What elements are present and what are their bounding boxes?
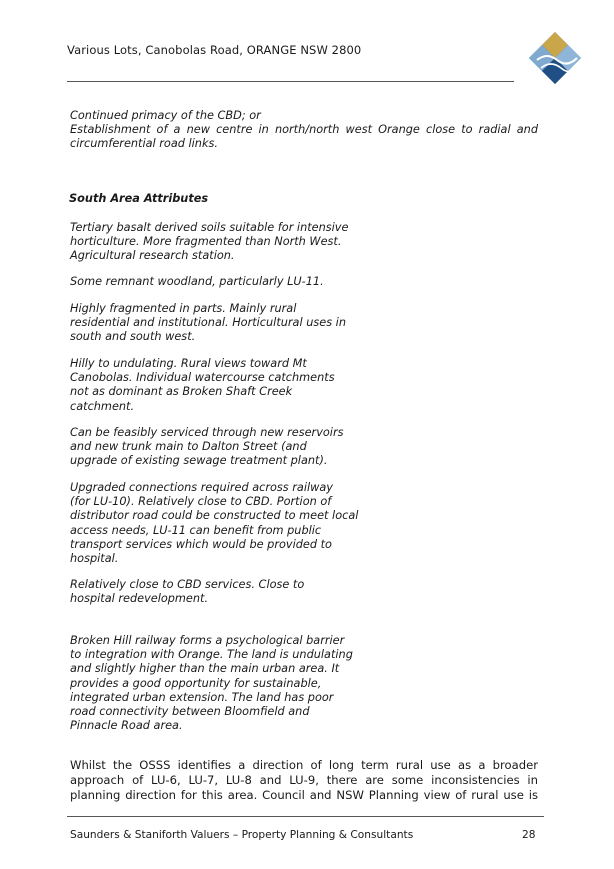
attribute-line: south and south west. xyxy=(70,330,196,344)
attribute-line: access needs, LU-11 can benefit from public xyxy=(70,523,322,537)
header-rule xyxy=(67,81,514,82)
attribute-line: not as dominant as Broken Shaft Creek xyxy=(70,385,293,399)
attribute-line: Relatively close to CBD services. Close to xyxy=(70,578,305,591)
intro-line: Continued primacy of the CBD; or xyxy=(70,109,261,122)
section-heading: South Area Attributes xyxy=(69,192,209,205)
attribute-line: provides a good opportunity for sustainable, xyxy=(70,676,322,690)
attribute-topography xyxy=(70,357,335,414)
intro-line: Establishment of a new centre in north/north west Orange close to radial and xyxy=(70,123,538,137)
attribute-line: residential and institutional. Horticultural uses in xyxy=(70,316,346,330)
attribute-line: and slightly higher than the main urban area. It xyxy=(70,662,340,676)
document-header-title: Various Lots, Canobolas Road, ORANGE NSW 2800 xyxy=(67,43,362,57)
attribute-integration xyxy=(70,634,353,733)
attribute-line: Canobolas. Individual watercourse catchments xyxy=(70,371,335,385)
attribute-line: and new trunk main to Dalton Street (and xyxy=(70,440,307,454)
attribute-line: road connectivity between Bloomfield and xyxy=(70,705,310,719)
attribute-line: hospital. xyxy=(70,552,119,566)
closing-line: planning direction for this area. Council and NSW Planning view of rural use is xyxy=(70,788,538,802)
attribute-line: (for LU-10). Relatively close to CBD. Portion of xyxy=(70,495,332,509)
closing-line: Whilst the OSSS identifies a direction of long term rural use as a broader xyxy=(70,758,538,772)
attribute-line: catchment. xyxy=(70,399,135,413)
attribute-line: horticulture. More fragmented than North West. xyxy=(70,235,342,249)
attribute-line: hospital redevelopment. xyxy=(70,592,209,606)
attribute-line: Can be feasibly serviced through new reservoirs xyxy=(70,426,344,439)
attribute-servicing xyxy=(70,426,343,469)
closing-line: approach of LU-6, LU-7, LU-8 and LU-9, there are some inconsistencies in xyxy=(70,773,538,787)
attribute-access xyxy=(70,481,358,566)
company-diamond-logo-icon xyxy=(527,30,583,86)
attribute-line: Agricultural research station. xyxy=(70,249,235,263)
footer-rule xyxy=(67,816,544,817)
attribute-line: Pinnacle Road area. xyxy=(70,719,183,733)
attribute-line: Highly fragmented in parts. Mainly rural xyxy=(70,302,297,315)
attribute-line: to integration with Orange. The land is undulating xyxy=(70,648,353,662)
attribute-line: upgrade of existing sewage treatment plant). xyxy=(70,454,328,468)
intro-options xyxy=(70,109,538,152)
attribute-line: Hilly to undulating. Rural views toward Mt xyxy=(70,357,307,370)
footer-company-name: Saunders & Staniforth Valuers – Property Planning & Consultants xyxy=(70,829,414,841)
attribute-soils xyxy=(70,221,348,264)
attribute-land-use xyxy=(70,302,346,345)
attribute-line: distributor road could be constructed to meet local xyxy=(70,509,359,523)
attribute-line: transport services which would be provided to xyxy=(70,537,332,551)
page-number: 28 xyxy=(522,829,536,841)
intro-line: circumferential road links. xyxy=(70,137,218,151)
attribute-services-proximity xyxy=(70,578,304,606)
attribute-line: Some remnant woodland, particularly LU-11. xyxy=(70,275,324,288)
attribute-line: integrated urban extension. The land has poor xyxy=(70,690,334,704)
attribute-line: Broken Hill railway forms a psychological barrier xyxy=(70,634,345,647)
closing-paragraph xyxy=(70,758,538,803)
attribute-vegetation xyxy=(70,275,324,289)
attribute-line: Tertiary basalt derived soils suitable for intensive xyxy=(70,221,349,234)
attribute-line: Upgraded connections required across railway xyxy=(70,481,333,494)
